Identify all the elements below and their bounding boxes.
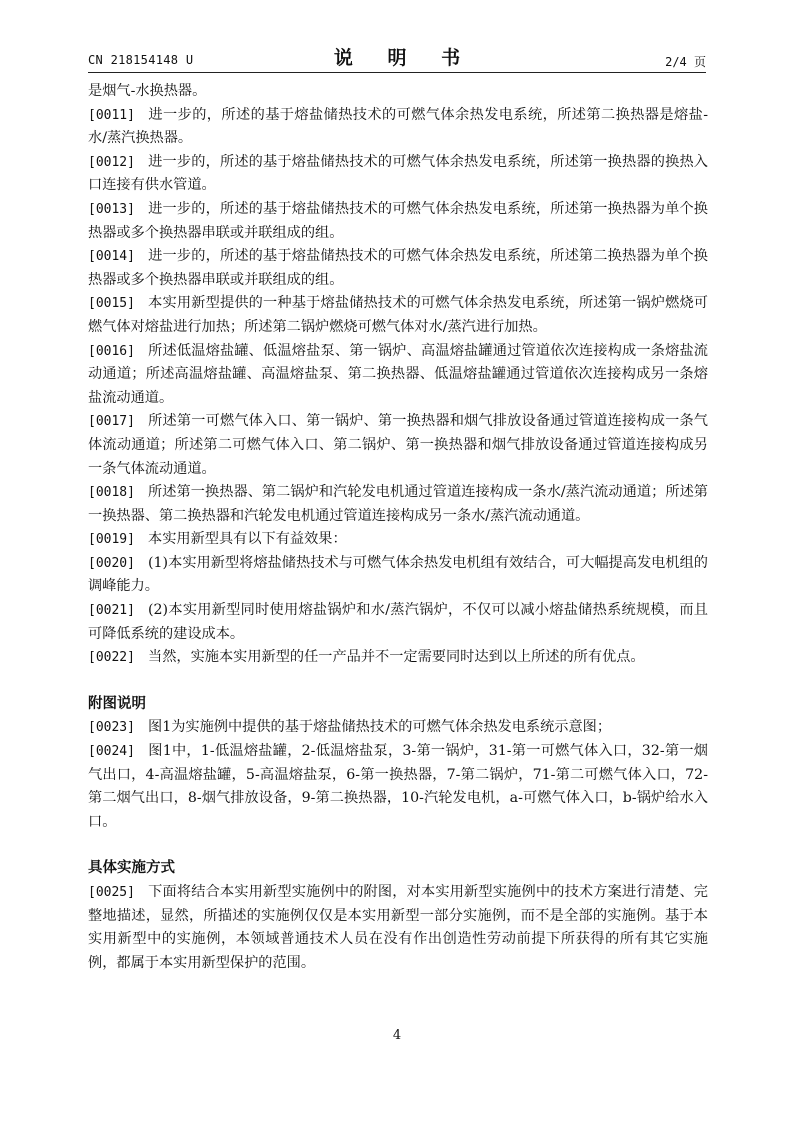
- paragraph: [88, 716, 708, 740]
- paragraph-number: [0017]: [88, 414, 135, 430]
- paragraph-number: [0013]: [88, 201, 135, 217]
- paragraph: [88, 881, 708, 975]
- page-number: 4: [392, 1028, 402, 1043]
- page-title: 说 明 书: [333, 47, 475, 69]
- section-gap: [88, 834, 708, 857]
- paragraph-number: [0023]: [88, 720, 135, 736]
- paragraph-text: 进一步的，所述的基于熔盐储热技术的可燃气体余热发电系统，所述第二换热器是熔盐-水/蒸汽换热器。: [88, 106, 708, 147]
- paragraph-number: [0012]: [88, 154, 135, 170]
- section-gap: [88, 670, 708, 693]
- paragraph-number: [0016]: [88, 343, 135, 359]
- paragraph: [88, 552, 708, 599]
- paragraph: [88, 292, 708, 339]
- paragraph-text: 图1中，1-低温熔盐罐，2-低温熔盐泵，3-第一锅炉，31-第一可燃气体入口，32-第一烟气出口，4-高温熔盐罐，5-高温熔盐泵，6-第一换热器，7-第二锅炉，71-第二可燃气体入口，72-第二烟气出口，8-烟气排放设备，9-第二换热器，10-汽轮发电机，a-可燃气体入口，b-锅炉给水入口。: [88, 743, 708, 830]
- paragraph: [88, 646, 708, 670]
- paragraph-text: 进一步的，所述的基于熔盐储热技术的可燃气体余热发电系统，所述第二换热器为单个换热器或多个换热器串联或并联组成的组。: [88, 248, 708, 288]
- paragraph: [88, 740, 708, 834]
- paragraph-text: 所述第一可燃气体入口、第一锅炉、第一换热器和烟气排放设备通过管道连接构成一条气体流动通道；所述第二可燃气体入口、第二锅炉、第一换热器和烟气排放设备通过管道连接构成另一条气体流动通道。: [88, 413, 708, 477]
- figures-section: [88, 693, 708, 835]
- paragraph: [88, 340, 708, 411]
- paragraph: [88, 481, 708, 528]
- paragraph-number: [0022]: [88, 650, 135, 666]
- paragraph: [88, 528, 708, 552]
- paragraph-number: [0020]: [88, 555, 135, 571]
- paragraph-text: 当然，实施本实用新型的任一产品并不一定需要同时达到以上所述的所有优点。: [148, 649, 645, 666]
- paragraph: [88, 599, 708, 646]
- paragraph-number: [0025]: [88, 885, 135, 900]
- paragraph-number: [0014]: [88, 249, 135, 265]
- header-divider: [88, 72, 706, 73]
- intro-line: 是烟气-水换热器。: [88, 83, 207, 99]
- paragraph-list: [88, 104, 708, 670]
- document-body: [88, 80, 708, 975]
- paragraph-number: [0011]: [88, 107, 135, 123]
- section-heading-figures: 附图说明: [88, 695, 146, 712]
- paragraph-text: 所述第一换热器、第二锅炉和汽轮发电机通过管道连接构成一条水/蒸汽流动通道；所述第一换热器、第二换热器和汽轮发电机通过管道连接构成另一条水/蒸汽流动通道。: [88, 484, 708, 524]
- paragraph-number: [0024]: [88, 744, 135, 760]
- paragraph-text: 图1为实施例中提供的基于熔盐储热技术的可燃气体余热发电系统示意图；: [148, 719, 612, 736]
- paragraph-text: 本实用新型具有以下有益效果：: [148, 531, 347, 548]
- paragraph-number: [0019]: [88, 532, 135, 548]
- paragraph-text: 下面将结合本实用新型实施例中的附图，对本实用新型实施例中的技术方案进行清楚、完整地描述，显然，所描述的实施例仅仅是本实用新型一部分实施例，而不是全部的实施例。基于本实用新型中的实施例，本领域普通技术人员在没有作出创造性劳动前提下所获得的所有其它实施例，都属于本实用新型保护的范围。: [88, 884, 708, 971]
- paragraph: [88, 198, 708, 245]
- embodiment-section: [88, 857, 708, 975]
- paragraph: [88, 410, 708, 481]
- paragraph-text: (2)本实用新型同时使用熔盐锅炉和水/蒸汽锅炉，不仅可以减小熔盐储热系统规模，而且可降低系统的建设成本。: [88, 602, 708, 642]
- paragraph: [88, 245, 708, 292]
- paragraph: [88, 104, 708, 151]
- paragraph-text: 进一步的，所述的基于熔盐储热技术的可燃气体余热发电系统，所述第一换热器为单个换热器或多个换热器串联或并联组成的组。: [88, 200, 708, 241]
- page-info: 2/4 页: [665, 55, 706, 69]
- paragraph-text: 所述低温熔盐罐、低温熔盐泵、第一锅炉、高温熔盐罐通过管道依次连接构成一条熔盐流动通道；所述高温熔盐罐、高温熔盐泵、第二换热器、低温熔盐罐通过管道依次连接构成另一条熔盐流动通道。: [88, 342, 708, 406]
- paragraph-number: [0018]: [88, 485, 135, 501]
- paragraph-number: [0015]: [88, 296, 135, 312]
- paragraph-text: (1)本实用新型将熔盐储热技术与可燃气体余热发电机组有效结合，可大幅提高发电机组的调峰能力。: [88, 554, 708, 595]
- paragraph-text: 进一步的，所述的基于熔盐储热技术的可燃气体余热发电系统，所述第一换热器的换热入口连接有供水管道。: [88, 153, 708, 194]
- section-heading-embodiment: 具体实施方式: [88, 860, 175, 877]
- document-number: CN 218154148 U: [88, 53, 194, 67]
- paragraph-number: [0021]: [88, 603, 135, 619]
- paragraph-text: 本实用新型提供的一种基于熔盐储热技术的可燃气体余热发电系统，所述第一锅炉燃烧可燃气体对熔盐进行加热；所述第二锅炉燃烧可燃气体对水/蒸汽进行加热。: [88, 295, 708, 335]
- paragraph: [88, 151, 708, 198]
